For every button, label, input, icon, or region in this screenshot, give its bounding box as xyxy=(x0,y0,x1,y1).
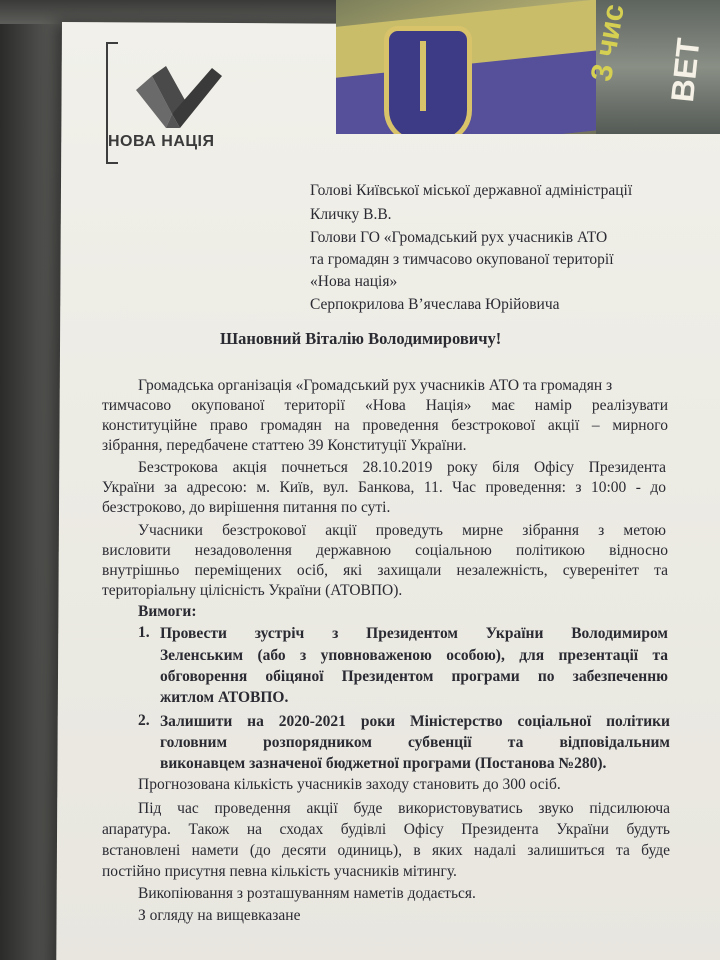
demand-2-line-1: Залишити на 2020-2021 роки Міністерство соціальної політики xyxy=(160,713,670,730)
copy-note: Викопіювання з розташуванням наметів додається. xyxy=(138,885,476,902)
flyer-photo xyxy=(336,0,720,134)
demand-1-line-3: обговорення обіцяної Президентом програми по забезпеченню xyxy=(160,668,668,685)
p4-line-3: встановлені намети (до десяти одиниць), в яких надалі залишиться та буде xyxy=(102,842,670,859)
forecast-line: Прогнозована кількість учасників заходу становить до 300 осіб. xyxy=(138,776,561,793)
p1-line-1: Громадська організація «Громадський рух учасників АТО та громадян з xyxy=(138,377,613,394)
p1-line-3: конституційне право громадян на проведення безстрокової акції – мирного xyxy=(102,417,668,434)
p3-line-1: Учасники безстрокової акції проведуть мирне зібрання з метою xyxy=(138,522,666,539)
address-line-2: Кличку В.В. xyxy=(310,206,392,223)
demand-2-line-3: виконавцем зазначеної бюджетної програми (Постанова №280). xyxy=(160,755,607,772)
greeting: Шановний Віталію Володимировичу! xyxy=(220,329,502,348)
address-line-3: Голови ГО «Громадський рух учасників АТО xyxy=(310,229,608,246)
p3-line-4: територіальну цілісність України (АТОВПО). xyxy=(102,582,403,599)
demand-2-line-2: головним розпорядником субвенції та відповідальним xyxy=(160,734,670,751)
p3-line-3: внутрішньо переміщених осіб, які захищали незалежність, суверенітет та xyxy=(102,562,668,579)
address-line-1: Голові Київської міської державної адміністрації xyxy=(310,182,633,199)
flyer-text-1: 3 чис xyxy=(585,1,631,84)
p1-line-4: зібрання, передбачене статтею 39 Конституції України. xyxy=(102,437,467,454)
address-line-6: Серпокрилова В’ячеслава Юрійовича xyxy=(310,296,560,313)
p3-line-2: висловити незадоволення державною соціальною політикою відносно xyxy=(102,542,668,559)
demand-1-line-4: житлом АТОВПО. xyxy=(160,689,289,706)
demands-title: Вимоги: xyxy=(138,603,197,620)
p2-line-1: Безстрокова акція почнеться 28.10.2019 року біля Офісу Президента xyxy=(138,459,666,476)
p2-line-3: безстроково, до вирішення питання по суті. xyxy=(102,499,391,516)
trident-emblem-icon xyxy=(384,26,472,134)
p1-line-2: тимчасово окупованої території «Нова Нація» має намір реалізувати xyxy=(102,397,668,414)
closing-line: З огляду на вищевказане xyxy=(138,907,301,924)
demand-2-number: 2. xyxy=(138,712,150,729)
demand-1-line-1: Провести зустріч з Президентом України Володимиром xyxy=(160,625,668,642)
p4-line-2: апаратура. Також на сходах будівлі Офісу Президента України будуть xyxy=(102,821,670,838)
logo-text: НОВА НАЦІЯ xyxy=(108,133,215,150)
background-shadow-left xyxy=(0,0,62,960)
address-line-5: «Нова нація» xyxy=(310,273,398,290)
address-line-4: та громадян з тимчасово окупованої території xyxy=(310,251,614,268)
demand-1-number: 1. xyxy=(138,624,150,641)
p4-line-4: постійно присутня певна кількість учасників мітингу. xyxy=(102,863,457,880)
p2-line-2: України за адресою: м. Київ, вул. Банкова, 11. Час проведення: з 10:00 - до xyxy=(102,479,666,496)
flyer-text-2: BET xyxy=(664,36,707,104)
demand-1-line-2: Зеленським (або з уповноваженою особою), для презентації та xyxy=(160,647,668,664)
p4-line-1: Під час проведення акції буде використовуватись звуко підсилююча xyxy=(138,800,670,817)
nova-natsiia-logo-icon xyxy=(136,62,222,132)
